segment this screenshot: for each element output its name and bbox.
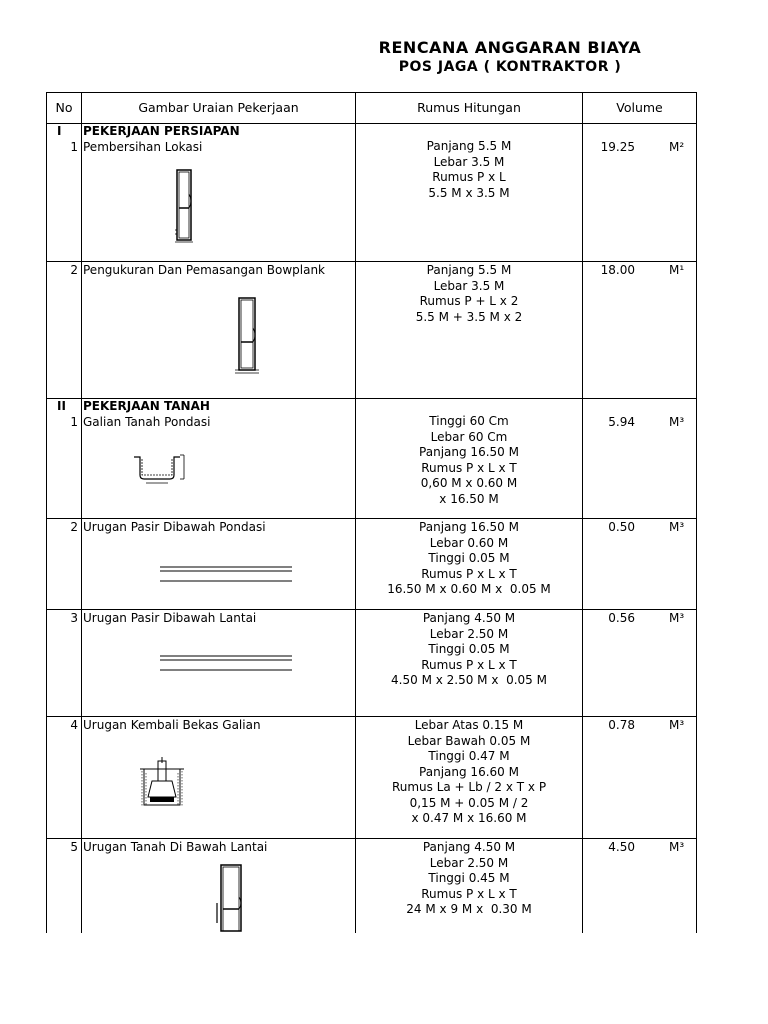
formula-line: Panjang 16.50 M [419,520,519,534]
item-number: 4 [70,718,78,732]
formula-line: Lebar 2.50 M [429,855,509,870]
formula-line: Rumus P x L x T [421,566,517,581]
formula-line: Lebar Atas 0.15 M [414,718,524,732]
formula-line: Rumus P + L x 2 [419,294,519,308]
table-row [47,124,697,262]
formula-line: 16.50 M x 0.60 M x 0.05 M [387,582,551,596]
item-description: Urugan Kembali Bekas Galian [83,718,261,732]
page-subtitle: POS JAGA ( KONTRAKTOR ) [398,59,622,75]
description-cell [82,610,356,717]
formula-cell [356,610,583,717]
section-roman: I [57,124,62,138]
row-number [47,124,82,262]
formula-line: Panjang 4.50 M [422,611,516,625]
table-row [47,839,697,933]
formula-line: Tinggi 0.45 M [428,871,510,885]
formula-line: Tinggi 0.47 M [428,749,510,763]
description-cell [82,717,356,839]
formula-line: Panjang 16.60 M [419,764,519,779]
excavation-section-icon [132,451,192,493]
item-number: 5 [70,840,78,854]
row-number [47,399,82,519]
item-description: Pengukuran Dan Pemasangan Bowplank [83,263,326,277]
table-row [47,519,697,610]
description-cell [82,519,356,610]
section-roman: II [57,399,66,413]
formula-line: 0,15 M + 0.05 M / 2 [409,795,529,810]
formula-cell [356,124,583,262]
volume-cell [583,519,697,610]
column-header-formula: Rumus Hitungan [356,93,583,124]
volume-cell [583,262,697,399]
formula-line: 5.5 M + 3.5 M x 2 [415,309,523,324]
section-title: PEKERJAAN TANAH [83,399,210,413]
volume-unit: M³ [669,840,685,854]
page-title: RENCANA ANGGARAN BIAYA [378,38,642,57]
item-description: Urugan Pasir Dibawah Pondasi [83,520,266,534]
volume-unit: M³ [669,718,685,732]
item-number: 3 [70,611,78,625]
table-header-row [47,93,697,124]
volume-unit: M² [669,140,685,154]
formula-line: Panjang 5.5 M [426,139,512,153]
floor-plan-icon [170,168,200,244]
floor-plan-icon [214,863,248,933]
volume-unit: M³ [669,415,685,429]
table-row [47,717,697,839]
formula-line: Lebar 2.50 M [429,626,509,641]
item-description: Urugan Pasir Dibawah Lantai [83,611,257,625]
volume-cell [583,399,697,519]
formula-line: Lebar 3.5 M [433,278,505,293]
description-cell [82,399,356,519]
description-cell [82,262,356,399]
formula-line: Panjang 4.50 M [422,840,516,854]
sand-layer-icon [158,565,294,585]
description-cell [82,124,356,262]
description-cell [82,839,356,933]
formula-line: Tinggi 0.05 M [428,642,510,656]
formula-line: x 0.47 M x 16.60 M [411,811,527,825]
section-title: PEKERJAAN PERSIAPAN [83,124,240,138]
volume-unit: M¹ [669,263,685,277]
formula-line: 24 M x 9 M x 0.30 M [406,902,532,916]
volume-unit: M³ [669,520,685,534]
formula-line: Rumus P x L x T [421,886,517,901]
item-description: Pembersihan Lokasi [83,139,203,154]
sand-layer-icon [158,654,294,674]
row-number [47,262,82,399]
formula-line: x 16.50 M [439,491,499,506]
volume-unit: M³ [669,611,685,625]
column-header-no: No [47,93,82,124]
formula-line: Rumus La + Lb / 2 x T x P [391,780,547,794]
column-header-description: Gambar Uraian Pekerjaan [82,93,356,124]
table-row [47,399,697,519]
foundation-backfill-icon [136,755,188,811]
formula-line: Panjang 16.50 M [419,445,519,459]
row-number [47,519,82,610]
volume-value: 5.94 [608,415,635,429]
formula-cell [356,262,583,399]
formula-line: Lebar Bawah 0.05 M [407,733,531,748]
floor-plan-icon [232,296,262,376]
formula-line: Tinggi 60 Cm [429,414,509,428]
item-number: 2 [70,520,78,534]
formula-line: Rumus P x L x T [421,657,517,672]
formula-line: 5.5 M x 3.5 M [428,185,510,200]
budget-table-container [46,92,696,930]
formula-cell [356,399,583,519]
volume-value: 0.78 [608,718,635,732]
volume-value: 18.00 [600,263,635,277]
formula-line: Rumus P x L [432,170,506,184]
formula-line: Lebar 60 Cm [430,429,508,444]
item-description: Urugan Tanah Di Bawah Lantai [83,840,268,854]
item-description: Galian Tanah Pondasi [83,414,211,429]
volume-cell [583,610,697,717]
formula-line: Lebar 3.5 M [433,154,505,169]
formula-cell [356,717,583,839]
formula-line: Panjang 5.5 M [426,263,512,277]
item-number: 2 [70,263,78,277]
row-number [47,839,82,933]
volume-value: 0.56 [608,611,635,625]
item-number: 1 [70,139,78,154]
volume-cell [583,839,697,933]
formula-line: Lebar 0.60 M [429,535,509,550]
table-row [47,262,697,399]
budget-table [46,92,697,933]
volume-value: 19.25 [600,140,635,154]
item-number: 1 [70,414,78,429]
row-number [47,717,82,839]
volume-value: 4.50 [608,840,635,854]
table-row [47,610,697,717]
volume-cell [583,717,697,839]
volume-value: 0.50 [608,520,635,534]
formula-line: 4.50 M x 2.50 M x 0.05 M [391,673,547,687]
formula-line: Tinggi 0.05 M [428,551,510,565]
formula-line: Rumus P x L x T [421,460,517,475]
formula-cell [356,519,583,610]
row-number [47,610,82,717]
volume-cell [583,124,697,262]
formula-cell [356,839,583,933]
formula-line: 0,60 M x 0.60 M [420,476,518,490]
column-header-volume: Volume [583,93,697,124]
